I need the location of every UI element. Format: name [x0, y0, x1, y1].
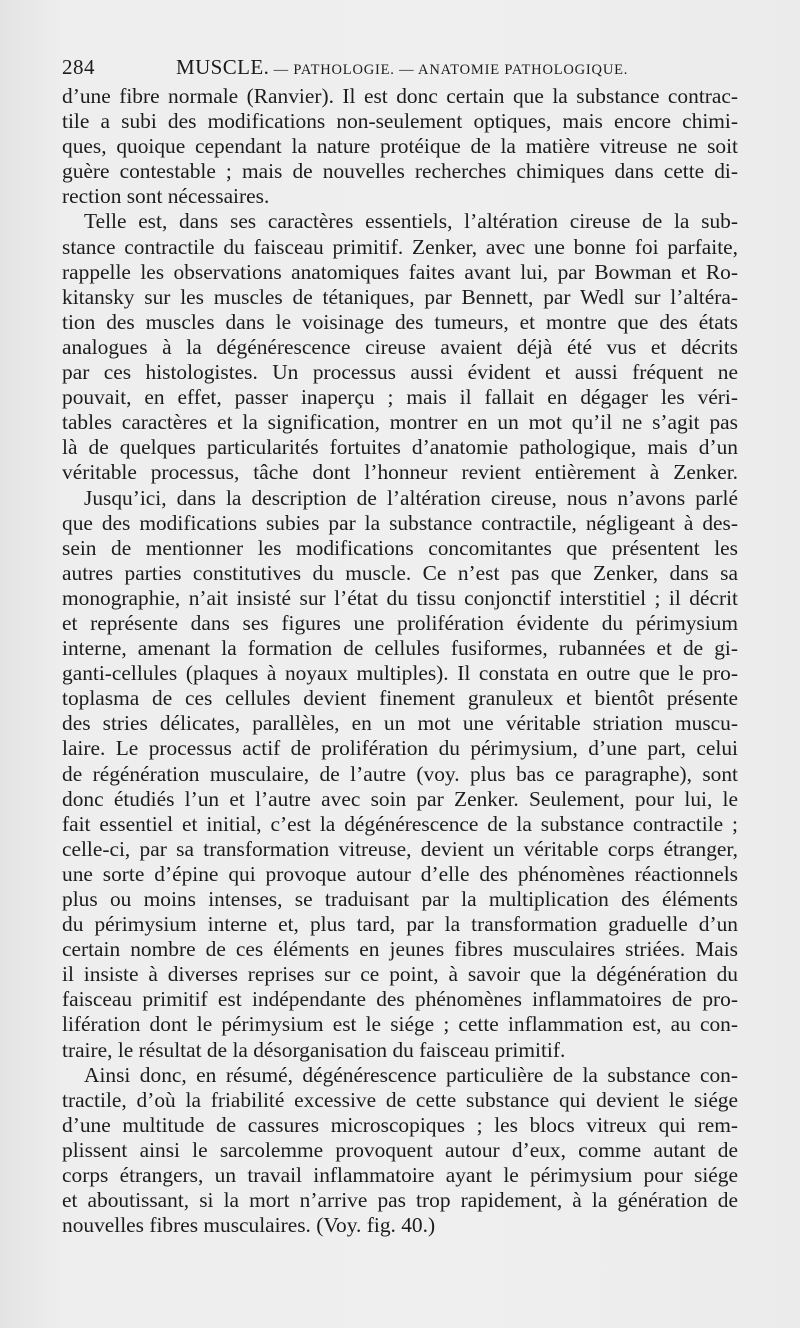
- text-line: Ainsi donc, en résumé, dégénérescence particulière de la substance con-: [84, 1062, 738, 1087]
- text-line: guère contestable ; mais de nouvelles recherches chimiques dans cette di-: [62, 159, 738, 184]
- text-line: traire, le résultat de la désorganisation du faisceau primitif.: [62, 1037, 566, 1062]
- page-number: 284: [62, 55, 95, 79]
- text-line: laire. Le processus actif de prolifération du périmysium, d’une part, celui: [62, 736, 738, 761]
- text-line: rection sont nécessaires.: [62, 184, 270, 209]
- text-line: rappelle les observations anatomiques faites avant lui, par Bowman et Ro-: [62, 259, 738, 284]
- page-header: [62, 55, 738, 85]
- text-line: Telle est, dans ses caractères essentiels, l’altération cireuse de la sub-: [84, 209, 738, 234]
- text-line: par ces histologistes. Un processus aussi évident et aussi fréquent ne: [62, 360, 738, 385]
- text-line: que des modifications subies par la substance contractile, négligeant à des-: [62, 510, 738, 535]
- text-line: donc étudiés l’un et l’autre avec soin par Zenker. Seulement, pour lui, le: [62, 786, 738, 811]
- text-line: interne, amenant la formation de cellules fusiformes, rubannées et de gi-: [62, 636, 738, 661]
- text-line: tion des muscles dans le voisinage des tumeurs, et montre que des états: [62, 309, 738, 334]
- text-line: tractile, d’où la friabilité excessive de cette substance qui devient le siége: [62, 1087, 738, 1112]
- text-line: Jusqu’ici, dans la description de l’altération cireuse, nous n’avons parlé: [84, 485, 738, 510]
- text-line: corps étrangers, un travail inflammatoire ayant le périmysium pour siége: [62, 1163, 738, 1188]
- text-line: monographie, n’ait insisté sur l’état du tissu conjonctif interstitiel ; il décrit: [62, 585, 738, 610]
- text-line: là de quelques particularités fortuites d’anatomie pathologique, mais d’un: [62, 435, 738, 460]
- text-line: kitansky sur les muscles de tétaniques, par Bennett, par Wedl sur l’altéra-: [62, 284, 738, 309]
- text-line: une sorte d’épine qui provoque autour d’elle des phénomènes réactionnels: [62, 861, 738, 886]
- text-line: et représente dans ses figures une prolifération évidente du périmysium: [62, 610, 738, 635]
- text-line: de régénération musculaire, de l’autre (voy. plus bas ce paragraphe), sont: [62, 761, 738, 786]
- text-line: stance contractile du faisceau primitif. Zenker, avec une bonne foi parfaite,: [62, 234, 738, 259]
- text-line: tile a subi des modifications non-seulement optiques, mais encore chimi-: [62, 109, 738, 134]
- text-line: nouvelles fibres musculaires. (Voy. fig. 40.): [62, 1213, 436, 1238]
- text-line: tables caractères et la signification, montrer en un mot qu’il ne s’agit pas: [62, 410, 738, 435]
- text-line: ganti-cellules (plaques à noyaux multiples). Il constata en outre que le pro-: [62, 661, 738, 686]
- running-head-title: MUSCLE.: [176, 55, 270, 79]
- text-line: d’une fibre normale (Ranvier). Il est donc certain que la substance contrac-: [62, 84, 738, 108]
- text-line: certain nombre de ces éléments en jeunes fibres musculaires striées. Mais: [62, 937, 738, 962]
- body-text: [62, 84, 738, 1238]
- text-line: sein de mentionner les modifications concomitantes que présentent les: [62, 535, 738, 560]
- text-line: d’une multitude de cassures microscopiques ; les blocs vitreux qui rem-: [62, 1112, 738, 1137]
- text-line: des stries délicates, parallèles, en un mot une véritable striation muscu-: [62, 711, 738, 736]
- running-head-subtitle: — PATHOLOGIE. — ANATOMIE PATHOLOGIQUE.: [269, 62, 629, 78]
- text-line: faisceau primitif est indépendante des phénomènes inflammatoires de pro-: [62, 987, 738, 1012]
- text-line: ques, quoique cependant la nature protéique de la matière vitreuse ne soit: [62, 134, 738, 159]
- text-line: autres parties constitutives du muscle. Ce n’est pas que Zenker, dans sa: [62, 560, 738, 585]
- text-line: lifération dont le périmysium est le siége ; cette inflammation est, au con-: [62, 1012, 738, 1037]
- text-line: plus ou moins intenses, se traduisant par la multiplication des éléments: [62, 887, 738, 911]
- text-line: pouvait, en effet, passer inaperçu ; mais il fallait en dégager les véri-: [62, 385, 738, 410]
- text-line: analogues à la dégénérescence cireuse avaient déjà été vus et décrits: [62, 334, 738, 359]
- text-line: celle-ci, par sa transformation vitreuse, devient un véritable corps étranger,: [62, 836, 738, 861]
- text-line: du périmysium interne et, plus tard, par la transformation graduelle d’un: [62, 912, 738, 937]
- text-line: et aboutissant, si la mort n’arrive pas trop rapidement, à la génération de: [62, 1188, 738, 1213]
- text-line: il insiste à diverses reprises sur ce point, à savoir que la dégénération du: [62, 962, 738, 987]
- text-line: toplasma de ces cellules devient finement granuleux et bientôt présente: [62, 686, 738, 711]
- running-head: [176, 55, 628, 80]
- text-line: fait essentiel et initial, c’est la dégénérescence de la substance contractile ;: [62, 811, 738, 836]
- text-line: plissent ainsi le sarcolemme provoquent autour d’eux, comme autant de: [62, 1137, 738, 1162]
- text-line: véritable processus, tâche dont l’honneur revient entièrement à Zenker.: [62, 460, 738, 485]
